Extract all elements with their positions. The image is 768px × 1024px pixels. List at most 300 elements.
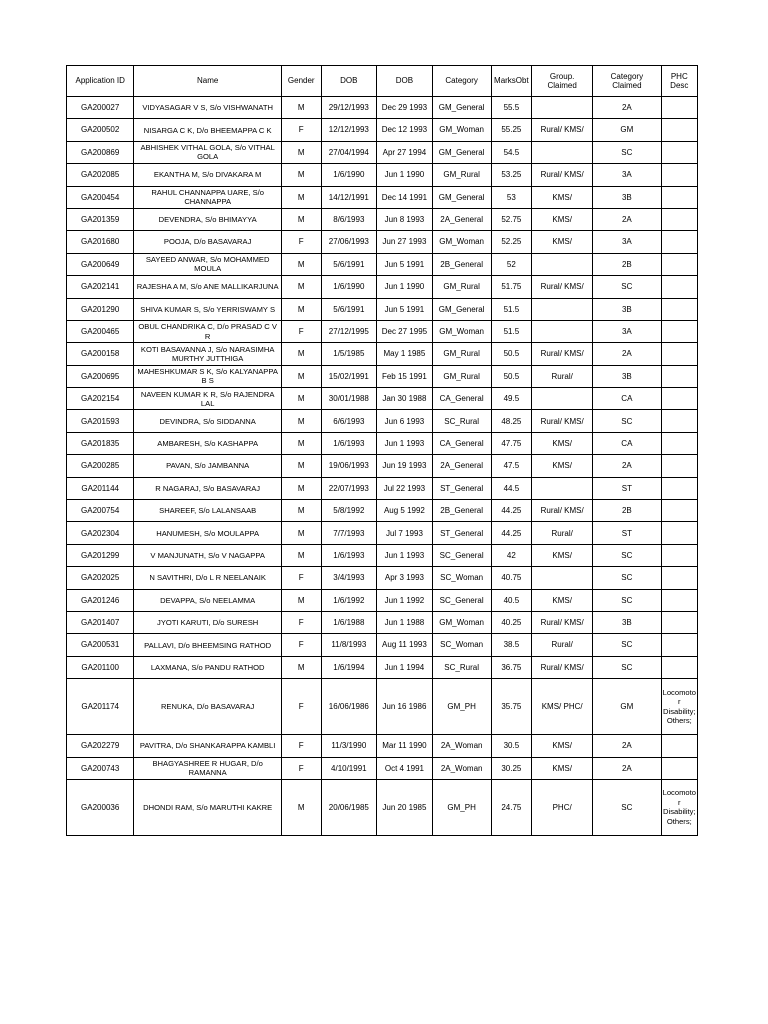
cell-category-claimed: ST	[593, 477, 661, 499]
cell-category-claimed: SC	[593, 634, 661, 656]
cell-category: GM_Rural	[432, 164, 491, 186]
cell-phc-desc	[661, 432, 697, 454]
cell-marks-obtained: 24.75	[491, 779, 532, 835]
cell-dob-text: Dec 29 1993	[377, 97, 433, 119]
cell-dob-numeric: 27/04/1994	[321, 141, 377, 163]
cell-gender: F	[281, 757, 321, 779]
cell-phc-desc	[661, 634, 697, 656]
cell-dob-numeric: 1/6/1990	[321, 276, 377, 298]
cell-phc-desc	[661, 253, 697, 275]
cell-group-claimed	[532, 298, 593, 320]
cell-marks-obtained: 44.5	[491, 477, 532, 499]
table-row	[67, 757, 698, 779]
cell-category: SC_Rural	[432, 410, 491, 432]
cell-gender: F	[281, 611, 321, 633]
cell-name: RAJESHA A M, S/o ANE MALLIKARJUNA	[134, 276, 282, 298]
cell-dob-numeric: 22/07/1993	[321, 477, 377, 499]
cell-name: PAVITRA, D/o SHANKARAPPA KAMBLI	[134, 735, 282, 757]
cell-phc-desc	[661, 186, 697, 208]
table-row	[67, 320, 698, 342]
cell-application-id: GA201100	[67, 656, 134, 678]
cell-dob-numeric: 20/06/1985	[321, 779, 377, 835]
cell-phc-desc	[661, 97, 697, 119]
cell-dob-text: Jun 8 1993	[377, 208, 433, 230]
cell-dob-numeric: 27/12/1995	[321, 320, 377, 342]
cell-category: GM_Rural	[432, 365, 491, 387]
cell-dob-text: Jun 6 1993	[377, 410, 433, 432]
cell-name: LAXMANA, S/o PANDU RATHOD	[134, 656, 282, 678]
cell-dob-numeric: 11/8/1993	[321, 634, 377, 656]
cell-category: GM_Woman	[432, 320, 491, 342]
cell-phc-desc	[661, 656, 697, 678]
table-row	[67, 410, 698, 432]
header-marks-obtained: MarksObt	[491, 66, 532, 97]
cell-application-id: GA201174	[67, 679, 134, 735]
cell-group-claimed: PHC/	[532, 779, 593, 835]
cell-gender: M	[281, 365, 321, 387]
cell-phc-desc	[661, 208, 697, 230]
cell-marks-obtained: 47.75	[491, 432, 532, 454]
cell-category: 2A_General	[432, 208, 491, 230]
cell-dob-numeric: 11/3/1990	[321, 735, 377, 757]
cell-name: VIDYASAGAR V S, S/o VISHWANATH	[134, 97, 282, 119]
cell-group-claimed: KMS/	[532, 231, 593, 253]
cell-application-id: GA201407	[67, 611, 134, 633]
cell-dob-numeric: 4/10/1991	[321, 757, 377, 779]
cell-group-claimed: Rural/ KMS/	[532, 611, 593, 633]
cell-application-id: GA201593	[67, 410, 134, 432]
cell-dob-text: Jul 7 1993	[377, 522, 433, 544]
cell-application-id: GA200649	[67, 253, 134, 275]
cell-category: GM_Rural	[432, 343, 491, 365]
cell-dob-numeric: 19/06/1993	[321, 455, 377, 477]
cell-category-claimed: GM	[593, 679, 661, 735]
cell-dob-numeric: 27/06/1993	[321, 231, 377, 253]
cell-gender: M	[281, 455, 321, 477]
cell-marks-obtained: 51.5	[491, 298, 532, 320]
cell-marks-obtained: 30.5	[491, 735, 532, 757]
cell-phc-desc: Locomotor Disability;Others;	[661, 679, 697, 735]
cell-dob-numeric: 5/6/1991	[321, 298, 377, 320]
table-header-row	[67, 66, 698, 97]
cell-category-claimed: CA	[593, 432, 661, 454]
cell-application-id: GA200695	[67, 365, 134, 387]
cell-dob-text: Apr 27 1994	[377, 141, 433, 163]
cell-group-claimed	[532, 253, 593, 275]
table-row	[67, 544, 698, 566]
cell-gender: M	[281, 432, 321, 454]
cell-group-claimed: KMS/	[532, 757, 593, 779]
cell-phc-desc	[661, 298, 697, 320]
table-row	[67, 634, 698, 656]
cell-category-claimed: SC	[593, 410, 661, 432]
cell-dob-text: Jun 1 1993	[377, 544, 433, 566]
table-row	[67, 567, 698, 589]
cell-phc-desc	[661, 410, 697, 432]
cell-name: PALLAVI, D/o BHEEMSING RATHOD	[134, 634, 282, 656]
cell-phc-desc	[661, 276, 697, 298]
cell-marks-obtained: 55.25	[491, 119, 532, 141]
cell-phc-desc	[661, 455, 697, 477]
cell-application-id: GA202141	[67, 276, 134, 298]
cell-phc-desc	[661, 164, 697, 186]
cell-application-id: GA202085	[67, 164, 134, 186]
cell-name: RAHUL CHANNAPPA UARE, S/o CHANNAPPA	[134, 186, 282, 208]
cell-dob-numeric: 1/6/1993	[321, 432, 377, 454]
cell-category-claimed: 3B	[593, 298, 661, 320]
cell-application-id: GA200754	[67, 500, 134, 522]
cell-phc-desc	[661, 388, 697, 410]
cell-gender: M	[281, 522, 321, 544]
cell-gender: M	[281, 253, 321, 275]
cell-gender: M	[281, 164, 321, 186]
cell-phc-desc	[661, 343, 697, 365]
cell-gender: M	[281, 298, 321, 320]
cell-marks-obtained: 49.5	[491, 388, 532, 410]
cell-dob-numeric: 1/6/1990	[321, 164, 377, 186]
table-row	[67, 735, 698, 757]
table-row	[67, 477, 698, 499]
cell-dob-numeric: 1/6/1992	[321, 589, 377, 611]
cell-marks-obtained: 35.75	[491, 679, 532, 735]
cell-dob-text: Oct 4 1991	[377, 757, 433, 779]
table-row	[67, 276, 698, 298]
cell-gender: M	[281, 343, 321, 365]
cell-category: GM_General	[432, 141, 491, 163]
cell-application-id: GA200036	[67, 779, 134, 835]
cell-phc-desc	[661, 735, 697, 757]
cell-phc-desc	[661, 522, 697, 544]
cell-category-claimed: ST	[593, 522, 661, 544]
cell-category-claimed: SC	[593, 141, 661, 163]
cell-gender: M	[281, 208, 321, 230]
cell-category-claimed: 3A	[593, 164, 661, 186]
cell-category: GM_General	[432, 298, 491, 320]
cell-group-claimed: Rural/ KMS/	[532, 343, 593, 365]
cell-dob-numeric: 29/12/1993	[321, 97, 377, 119]
header-name: Name	[134, 66, 282, 97]
cell-group-claimed: Rural/ KMS/	[532, 410, 593, 432]
cell-application-id: GA201144	[67, 477, 134, 499]
cell-marks-obtained: 40.25	[491, 611, 532, 633]
cell-group-claimed: Rural/ KMS/	[532, 276, 593, 298]
cell-marks-obtained: 52	[491, 253, 532, 275]
cell-dob-text: Apr 3 1993	[377, 567, 433, 589]
cell-dob-numeric: 6/6/1993	[321, 410, 377, 432]
cell-dob-numeric: 30/01/1988	[321, 388, 377, 410]
cell-name: N SAVITHRI, D/o L R NEELANAIK	[134, 567, 282, 589]
cell-application-id: GA202154	[67, 388, 134, 410]
table-row	[67, 522, 698, 544]
header-category: Category	[432, 66, 491, 97]
cell-dob-numeric: 1/6/1993	[321, 544, 377, 566]
table-row	[67, 231, 698, 253]
table-row	[67, 141, 698, 163]
cell-marks-obtained: 38.5	[491, 634, 532, 656]
cell-category: 2A_Woman	[432, 735, 491, 757]
cell-dob-text: Jun 20 1985	[377, 779, 433, 835]
cell-category-claimed: 2A	[593, 97, 661, 119]
cell-category: GM_Woman	[432, 119, 491, 141]
cell-application-id: GA202025	[67, 567, 134, 589]
cell-category: SC_General	[432, 544, 491, 566]
cell-marks-obtained: 40.5	[491, 589, 532, 611]
cell-dob-numeric: 8/6/1993	[321, 208, 377, 230]
cell-gender: F	[281, 231, 321, 253]
cell-dob-text: Jun 1 1990	[377, 164, 433, 186]
cell-category-claimed: SC	[593, 276, 661, 298]
cell-category-claimed: 2B	[593, 253, 661, 275]
cell-category: ST_General	[432, 522, 491, 544]
table-row	[67, 611, 698, 633]
cell-phc-desc	[661, 231, 697, 253]
cell-application-id: GA200502	[67, 119, 134, 141]
cell-marks-obtained: 51.75	[491, 276, 532, 298]
cell-group-claimed: Rural/	[532, 522, 593, 544]
table-row	[67, 455, 698, 477]
cell-marks-obtained: 52.25	[491, 231, 532, 253]
cell-name: RENUKA, D/o BASAVARAJ	[134, 679, 282, 735]
cell-dob-numeric: 16/06/1986	[321, 679, 377, 735]
cell-group-claimed	[532, 320, 593, 342]
cell-application-id: GA200158	[67, 343, 134, 365]
cell-category: CA_General	[432, 432, 491, 454]
header-category-claimed: Category Claimed	[593, 66, 661, 97]
cell-name: NAVEEN KUMAR K R, S/o RAJENDRA LAL	[134, 388, 282, 410]
table-row	[67, 119, 698, 141]
cell-dob-text: Dec 14 1991	[377, 186, 433, 208]
cell-phc-desc	[661, 757, 697, 779]
cell-marks-obtained: 53	[491, 186, 532, 208]
header-phc-desc: PHC Desc	[661, 66, 697, 97]
cell-group-claimed: Rural/ KMS/	[532, 164, 593, 186]
cell-name: V MANJUNATH, S/o V NAGAPPA	[134, 544, 282, 566]
table-row	[67, 253, 698, 275]
cell-dob-text: Dec 27 1995	[377, 320, 433, 342]
cell-application-id: GA202304	[67, 522, 134, 544]
cell-name: MAHESHKUMAR S K, S/o KALYANAPPA B S	[134, 365, 282, 387]
table-row	[67, 500, 698, 522]
cell-gender: M	[281, 186, 321, 208]
cell-marks-obtained: 53.25	[491, 164, 532, 186]
table-body	[67, 97, 698, 836]
cell-gender: F	[281, 567, 321, 589]
cell-gender: F	[281, 634, 321, 656]
cell-marks-obtained: 36.75	[491, 656, 532, 678]
cell-dob-text: Jun 19 1993	[377, 455, 433, 477]
cell-marks-obtained: 52.75	[491, 208, 532, 230]
header-dob-numeric: DOB	[321, 66, 377, 97]
cell-group-claimed	[532, 567, 593, 589]
cell-gender: M	[281, 388, 321, 410]
cell-category-claimed: CA	[593, 388, 661, 410]
cell-dob-text: Mar 11 1990	[377, 735, 433, 757]
cell-category-claimed: SC	[593, 779, 661, 835]
cell-application-id: GA201359	[67, 208, 134, 230]
cell-dob-numeric: 1/6/1988	[321, 611, 377, 633]
cell-name: PAVAN, S/o JAMBANNA	[134, 455, 282, 477]
cell-phc-desc: Locomotor Disability;Others;	[661, 779, 697, 835]
cell-marks-obtained: 55.5	[491, 97, 532, 119]
cell-name: DEVENDRA, S/o BHIMAYYA	[134, 208, 282, 230]
cell-application-id: GA200027	[67, 97, 134, 119]
cell-group-claimed: Rural/ KMS/	[532, 656, 593, 678]
cell-gender: M	[281, 656, 321, 678]
header-application-id: Application ID	[67, 66, 134, 97]
table-row	[67, 679, 698, 735]
cell-dob-text: Jun 5 1991	[377, 253, 433, 275]
cell-marks-obtained: 42	[491, 544, 532, 566]
table-row	[67, 656, 698, 678]
cell-name: OBUL CHANDRIKA C, D/o PRASAD C V R	[134, 320, 282, 342]
table-row	[67, 388, 698, 410]
cell-phc-desc	[661, 589, 697, 611]
table-row	[67, 432, 698, 454]
cell-category: GM_PH	[432, 679, 491, 735]
cell-name: SAYEED ANWAR, S/o MOHAMMED MOULA	[134, 253, 282, 275]
cell-dob-text: Jun 1 1988	[377, 611, 433, 633]
cell-phc-desc	[661, 365, 697, 387]
cell-dob-text: Dec 12 1993	[377, 119, 433, 141]
cell-category: GM_Woman	[432, 611, 491, 633]
cell-dob-numeric: 15/02/1991	[321, 365, 377, 387]
cell-group-claimed	[532, 477, 593, 499]
cell-group-claimed: Rural/ KMS/	[532, 500, 593, 522]
cell-gender: M	[281, 97, 321, 119]
cell-group-claimed: KMS/	[532, 735, 593, 757]
cell-dob-numeric: 7/7/1993	[321, 522, 377, 544]
cell-gender: F	[281, 119, 321, 141]
cell-group-claimed: Rural/	[532, 634, 593, 656]
cell-category: SC_Rural	[432, 656, 491, 678]
cell-dob-text: Jun 5 1991	[377, 298, 433, 320]
cell-category: 2B_General	[432, 253, 491, 275]
cell-dob-numeric: 5/6/1991	[321, 253, 377, 275]
cell-name: BHAGYASHREE R HUGAR, D/o RAMANNA	[134, 757, 282, 779]
cell-application-id: GA200285	[67, 455, 134, 477]
cell-dob-text: Jun 1 1994	[377, 656, 433, 678]
cell-name: SHIVA KUMAR S, S/o YERRISWAMY S	[134, 298, 282, 320]
cell-category-claimed: GM	[593, 119, 661, 141]
cell-group-claimed: KMS/	[532, 455, 593, 477]
cell-marks-obtained: 51.5	[491, 320, 532, 342]
cell-phc-desc	[661, 141, 697, 163]
cell-category-claimed: 3B	[593, 186, 661, 208]
cell-dob-text: Jul 22 1993	[377, 477, 433, 499]
cell-category: GM_General	[432, 97, 491, 119]
table-row	[67, 97, 698, 119]
cell-dob-text: Aug 5 1992	[377, 500, 433, 522]
cell-marks-obtained: 30.25	[491, 757, 532, 779]
table-row	[67, 164, 698, 186]
cell-dob-text: Jan 30 1988	[377, 388, 433, 410]
cell-name: ABHISHEK VITHAL GOLA, S/o VITHAL GOLA	[134, 141, 282, 163]
cell-category-claimed: 2A	[593, 735, 661, 757]
cell-phc-desc	[661, 567, 697, 589]
cell-application-id: GA202279	[67, 735, 134, 757]
cell-name: HANUMESH, S/o MOULAPPA	[134, 522, 282, 544]
cell-dob-text: Jun 1 1990	[377, 276, 433, 298]
cell-category-claimed: 3A	[593, 320, 661, 342]
cell-gender: M	[281, 477, 321, 499]
cell-category: SC_Woman	[432, 634, 491, 656]
cell-phc-desc	[661, 611, 697, 633]
header-group-claimed: Group. Claimed	[532, 66, 593, 97]
cell-gender: F	[281, 735, 321, 757]
cell-gender: M	[281, 500, 321, 522]
cell-marks-obtained: 44.25	[491, 522, 532, 544]
cell-application-id: GA201299	[67, 544, 134, 566]
table-row	[67, 589, 698, 611]
cell-gender: F	[281, 320, 321, 342]
cell-category: GM_PH	[432, 779, 491, 835]
cell-category-claimed: 2A	[593, 208, 661, 230]
cell-category-claimed: 3A	[593, 231, 661, 253]
cell-name: JYOTI KARUTI, D/o SURESH	[134, 611, 282, 633]
cell-gender: M	[281, 779, 321, 835]
cell-group-claimed: Rural/	[532, 365, 593, 387]
table-row	[67, 365, 698, 387]
cell-dob-text: May 1 1985	[377, 343, 433, 365]
cell-name: SHAREEF, S/o LALANSAAB	[134, 500, 282, 522]
cell-phc-desc	[661, 500, 697, 522]
cell-phc-desc	[661, 119, 697, 141]
cell-name: R NAGARAJ, S/o BASAVARAJ	[134, 477, 282, 499]
cell-gender: F	[281, 679, 321, 735]
cell-marks-obtained: 54.5	[491, 141, 532, 163]
cell-group-claimed: KMS/	[532, 186, 593, 208]
cell-application-id: GA200743	[67, 757, 134, 779]
cell-category: ST_General	[432, 477, 491, 499]
cell-category-claimed: 2A	[593, 455, 661, 477]
cell-group-claimed: KMS/	[532, 544, 593, 566]
cell-group-claimed	[532, 141, 593, 163]
table-row	[67, 343, 698, 365]
cell-dob-numeric: 5/8/1992	[321, 500, 377, 522]
header-gender: Gender	[281, 66, 321, 97]
cell-application-id: GA200531	[67, 634, 134, 656]
cell-dob-numeric: 14/12/1991	[321, 186, 377, 208]
cell-gender: M	[281, 410, 321, 432]
cell-group-claimed	[532, 388, 593, 410]
cell-category-claimed: SC	[593, 567, 661, 589]
cell-group-claimed: KMS/ PHC/	[532, 679, 593, 735]
cell-gender: M	[281, 589, 321, 611]
cell-group-claimed	[532, 97, 593, 119]
cell-name: AMBARESH, S/o KASHAPPA	[134, 432, 282, 454]
cell-category-claimed: SC	[593, 589, 661, 611]
cell-gender: M	[281, 276, 321, 298]
cell-category-claimed: 3B	[593, 365, 661, 387]
cell-name: DEVAPPA, S/o NEELAMMA	[134, 589, 282, 611]
table-row	[67, 779, 698, 835]
cell-dob-numeric: 1/5/1985	[321, 343, 377, 365]
cell-application-id: GA201680	[67, 231, 134, 253]
cell-marks-obtained: 48.25	[491, 410, 532, 432]
cell-gender: M	[281, 544, 321, 566]
table-row	[67, 298, 698, 320]
cell-category: GM_Woman	[432, 231, 491, 253]
cell-category: 2B_General	[432, 500, 491, 522]
applicant-table	[66, 65, 698, 836]
cell-category: GM_Rural	[432, 276, 491, 298]
cell-dob-text: Jun 16 1986	[377, 679, 433, 735]
cell-application-id: GA200454	[67, 186, 134, 208]
cell-marks-obtained: 40.75	[491, 567, 532, 589]
cell-marks-obtained: 47.5	[491, 455, 532, 477]
cell-gender: M	[281, 141, 321, 163]
cell-name: EKANTHA M, S/o DIVAKARA M	[134, 164, 282, 186]
